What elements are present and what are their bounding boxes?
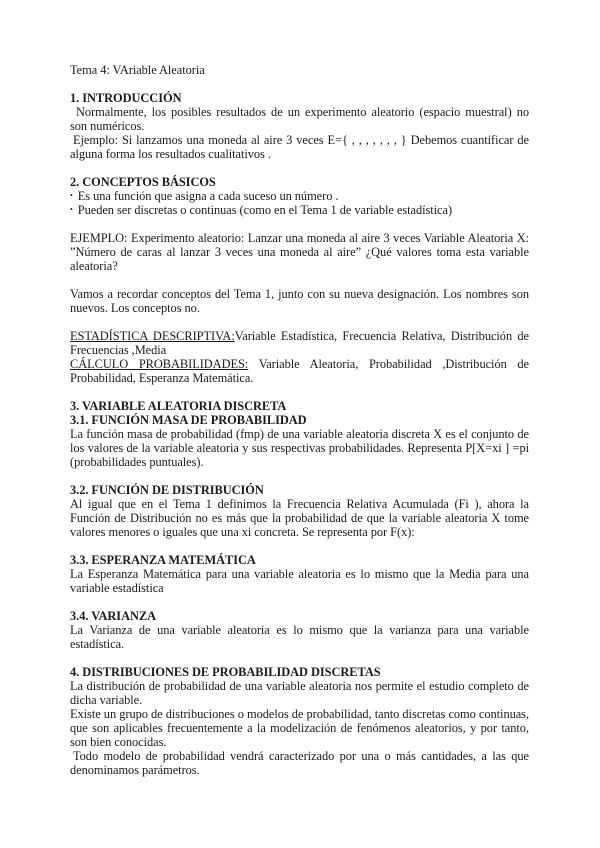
section-3-1-heading: 3.1. FUNCIÓN MASA DE PROBABILIDAD [70, 413, 307, 427]
recall-paragraph: Vamos a recordar conceptos del Tema 1, junto con su nueva designación. Los nombres son nuevos. Los conceptos no. [70, 287, 529, 315]
distribution-function-paragraph: Al igual que en el Tema 1 definimos la Frecuencia Relativa Acumulada (Fi ), ahora la Función de Distribución no es más que la probabilidad de que la variable aleatoria X tome valores menores o iguales que una xi concreta. Se representa por F(x): [70, 497, 529, 539]
distributions-paragraph-2: Existe un grupo de distribuciones o modelos de probabilidad, tanto discretas como continuas, que son aplicables frecuentemente a la modelización de fenómenos aleatorios, y por tanto, son bien conocidas. [70, 707, 529, 749]
section-1-heading: 1. INTRODUCCIÓN [70, 91, 182, 105]
section-3-3-heading: 3.3. ESPERANZA MATEMÁTICA [70, 553, 256, 567]
descriptive-statistics-label: ESTADÍSTICA DESCRIPTIVA: [70, 329, 235, 343]
bullet-item-1 [70, 189, 529, 203]
probability-calculus-text: Variable Aleatoria, Probabilidad ,Distribución de Probabilidad, Esperanza Matemática. [70, 357, 530, 385]
descriptive-statistics-text: Variable Estadística, Frecuencia Relativa, Distribución de Frecuencias ,Media [70, 329, 529, 357]
distributions-paragraph-1: La distribución de probabilidad de una variable aleatoria nos permite el estudio completo de dicha variable. [70, 679, 529, 707]
bullet-item-2 [70, 203, 529, 217]
varianza-paragraph: La Varianza de una variable aleatoria es lo mismo que la varianza para una variable estadística. [70, 623, 529, 651]
doc-title: Tema 4: VAriable Aleatoria [70, 63, 205, 77]
bullet-item-1-text: Es una función que asigna a cada suceso un número . [77, 189, 339, 203]
distributions-paragraph-3: Todo modelo de probabilidad vendrá caracterizado por una o más cantidades, a las que denominamos parámetros. [70, 749, 529, 777]
intro-paragraph: Normalmente, los posibles resultados de un experimento aleatorio (espacio muestral) no son numéricos. [70, 105, 529, 133]
section-3-4-heading: 3.4. VARIANZA [70, 609, 156, 623]
probability-calculus-line [70, 357, 529, 385]
fmp-paragraph: La función masa de probabilidad (fmp) de una variable aleatoria discreta X es el conjunto de los valores de la variable aleatoria y sus respectivas probabilidades. Representa P[X=xi ] =pi (probabilidades puntuales). [70, 427, 529, 469]
example-paragraph: EJEMPLO: Experimento aleatorio: Lanzar una moneda al aire 3 veces Variable Aleatoria X: ”Número de caras al lanzar 3 veces una moneda al aire” ¿Qué valores toma esta variable aleatoria? [70, 231, 529, 273]
section-2-heading: 2. CONCEPTOS BÁSICOS [70, 175, 216, 189]
probability-calculus-label: CÁLCULO PROBABILIDADES: [70, 357, 249, 371]
document-content [70, 63, 529, 777]
bullet-icon: • [70, 205, 73, 214]
descriptive-statistics-line [70, 329, 529, 357]
intro-example-paragraph: Ejemplo: Si lanzamos una moneda al aire 3 veces E={ , , , , , , , } Debemos cuantificar de alguna forma los resultados cualitativos . [70, 133, 529, 161]
bullet-item-2-text: Pueden ser discretas o continuas (como en el Tema 1 de variable estadística) [77, 203, 453, 217]
section-3-heading: 3. VARIABLE ALEATORIA DISCRETA [70, 399, 287, 413]
section-4-heading: 4. DISTRIBUCIONES DE PROBABILIDAD DISCRETAS [70, 665, 381, 679]
esperanza-paragraph: La Esperanza Matemática para una variable aleatoria es lo mismo que la Media para una variable estadística [70, 567, 529, 595]
section-3-2-heading: 3.2. FUNCIÓN DE DISTRIBUCIÓN [70, 483, 264, 497]
bullet-icon: • [70, 191, 73, 200]
